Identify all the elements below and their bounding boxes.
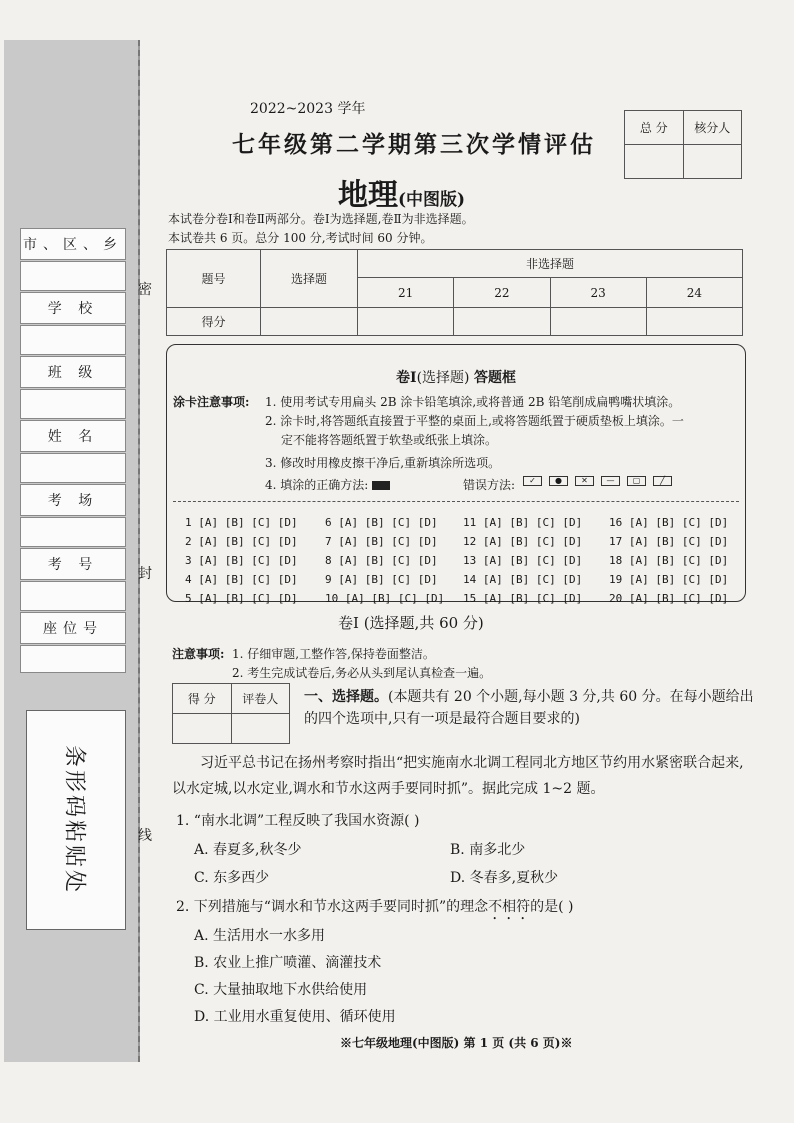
answer-row[interactable]: 15 [A] [B] [C] [D] bbox=[463, 592, 583, 605]
answer-row[interactable]: 7 [A] [B] [C] [D] bbox=[325, 535, 438, 548]
sidebar-blank-exam-room[interactable] bbox=[20, 517, 126, 547]
total-score-box bbox=[624, 110, 742, 179]
q2-option-c[interactable]: C. 大量抽取地下水供给使用 bbox=[194, 982, 368, 998]
question-1: 1. “南水北调”工程反映了我国水资源( ) bbox=[176, 813, 420, 829]
q2-option-b[interactable]: B. 农业上推广喷灌、滴灌技术 bbox=[194, 955, 382, 971]
answer-row[interactable]: 11 [A] [B] [C] [D] bbox=[463, 516, 583, 529]
q2-emphasis: 不相符 bbox=[488, 899, 531, 915]
sidebar-field-district[interactable]: 市、区、乡 bbox=[20, 228, 126, 260]
question-22-header: 22 bbox=[454, 278, 550, 308]
cross-icon: ✕ bbox=[575, 476, 594, 486]
correct-fill-icon bbox=[372, 481, 390, 490]
sidebar-blank-seat[interactable] bbox=[20, 645, 126, 673]
sidebar-field-seat[interactable]: 座位号 bbox=[20, 612, 126, 644]
grade-score-label: 得 分 bbox=[173, 684, 232, 714]
binding-dashed-line bbox=[138, 40, 140, 1062]
answer-box-title-part: 卷Ⅰ bbox=[396, 370, 417, 386]
answer-row[interactable]: 13 [A] [B] [C] [D] bbox=[463, 554, 583, 567]
reading-passage: 习近平总书记在扬州考察时指出“把实施南水北调工程同北方地区节约用水紧密联合起来,以水定城,以水定业,调水和节水这两手要同时抓”。据此完成 1~2 题。 bbox=[172, 755, 744, 797]
question-23-header: 23 bbox=[550, 278, 646, 308]
nonchoice-label: 非选择题 bbox=[358, 250, 743, 278]
answer-column-1[interactable] bbox=[185, 513, 298, 608]
exam-title: 七年级第二学期第三次学情评估 bbox=[232, 131, 596, 158]
score-choice-cell[interactable] bbox=[261, 308, 358, 336]
fill-note-1: 1. 使用考试专用扁头 2B 涂卡铅笔填涂,或将普通 2B 铅笔削成扁鸭嘴状填涂。 bbox=[265, 395, 681, 409]
grade-box bbox=[172, 683, 290, 744]
sidebar-field-exam-room[interactable]: 考 场 bbox=[20, 484, 126, 516]
fill-note-4 bbox=[265, 476, 390, 493]
question-24-header: 24 bbox=[646, 278, 742, 308]
intro-line-1: 本试卷分卷Ⅰ和卷Ⅱ两部分。卷Ⅰ为选择题,卷Ⅱ为非选择题。 bbox=[168, 212, 474, 226]
seal-mark-mi: 密 bbox=[138, 282, 152, 298]
answer-row[interactable]: 14 [A] [B] [C] [D] bbox=[463, 573, 583, 586]
section-1-title: 一、选择题。 bbox=[304, 689, 388, 705]
answer-box-title-suffix: 答题框 bbox=[473, 370, 516, 386]
attention-item-2: 2. 考生完成试卷后,务必从头到尾认真检查一遍。 bbox=[232, 666, 492, 680]
grade-score-cell[interactable] bbox=[173, 714, 232, 744]
sidebar-blank-class[interactable] bbox=[20, 389, 126, 419]
subject-title bbox=[338, 170, 465, 214]
q1-option-a[interactable]: A. 春夏多,秋冬少 bbox=[194, 842, 302, 858]
total-score-label: 总 分 bbox=[625, 111, 684, 145]
check-mark-icon: ✓ bbox=[523, 476, 542, 486]
sidebar-field-name[interactable]: 姓 名 bbox=[20, 420, 126, 452]
answer-box-divider bbox=[173, 501, 739, 502]
question-number-label: 题号 bbox=[167, 250, 261, 308]
answer-row[interactable]: 8 [A] [B] [C] [D] bbox=[325, 554, 438, 567]
subject-name: 地理 bbox=[338, 178, 398, 213]
checker-label: 核分人 bbox=[683, 111, 742, 145]
score-table bbox=[166, 249, 743, 336]
grade-marker-cell[interactable] bbox=[231, 714, 290, 744]
score-21-cell[interactable] bbox=[358, 308, 454, 336]
score-23-cell[interactable] bbox=[550, 308, 646, 336]
answer-row[interactable]: 17 [A] [B] [C] [D] bbox=[609, 535, 729, 548]
q1-option-d[interactable]: D. 冬春多,夏秋少 bbox=[450, 870, 559, 886]
question-2 bbox=[176, 896, 574, 923]
barcode-area bbox=[26, 710, 126, 930]
section-1-desc: (本题共有 20 个小题,每小题 3 分,共 60 分。在每小题给出的四个选项中,只有一项是最符合题目要求的) bbox=[304, 689, 754, 727]
choice-label: 选择题 bbox=[261, 250, 358, 308]
answer-row[interactable]: 12 [A] [B] [C] [D] bbox=[463, 535, 583, 548]
answer-row[interactable]: 6 [A] [B] [C] [D] bbox=[325, 516, 438, 529]
line-icon: — bbox=[601, 476, 620, 486]
q2-text-end: 的是( ) bbox=[530, 899, 574, 915]
fill-note-2b: 定不能将答题纸置于软垫或纸张上填涂。 bbox=[281, 433, 498, 447]
outline-icon: ▢ bbox=[627, 476, 646, 486]
q1-option-c[interactable]: C. 东多西少 bbox=[194, 870, 270, 886]
slash-icon: ╱ bbox=[653, 476, 672, 486]
fill-notes-label: 涂卡注意事项: bbox=[173, 395, 250, 409]
sidebar-field-class[interactable]: 班 级 bbox=[20, 356, 126, 388]
seal-mark-feng: 封 bbox=[138, 566, 152, 582]
answer-column-2[interactable] bbox=[325, 513, 444, 608]
wrong-method-icons bbox=[523, 476, 672, 486]
fill-note-2: 2. 涂卡时,将答题纸直接置于平整的桌面上,或将答题纸置于硬质垫板上填涂。一 bbox=[265, 414, 684, 428]
q2-option-d[interactable]: D. 工业用水重复使用、循环使用 bbox=[194, 1009, 396, 1025]
score-24-cell[interactable] bbox=[646, 308, 742, 336]
answer-row[interactable]: 9 [A] [B] [C] [D] bbox=[325, 573, 438, 586]
score-22-cell[interactable] bbox=[454, 308, 550, 336]
q2-option-a[interactable]: A. 生活用水一水多用 bbox=[194, 928, 326, 944]
wrong-method-label: 错误方法: bbox=[463, 478, 516, 492]
fill-note-3: 3. 修改时用橡皮擦干净后,重新填涂所选项。 bbox=[265, 456, 501, 470]
barcode-label: 条形码粘贴处 bbox=[61, 744, 87, 896]
answer-row[interactable]: 3 [A] [B] [C] [D] bbox=[185, 554, 298, 567]
score-row-label: 得分 bbox=[167, 308, 261, 336]
answer-card-box bbox=[166, 344, 746, 605]
answer-row[interactable]: 2 [A] [B] [C] [D] bbox=[185, 535, 298, 548]
sidebar-field-exam-number[interactable]: 考 号 bbox=[20, 548, 126, 580]
answer-row[interactable]: 10 [A] [B] [C] [D] bbox=[325, 592, 445, 605]
sidebar-field-school[interactable]: 学 校 bbox=[20, 292, 126, 324]
answer-row[interactable]: 4 [A] [B] [C] [D] bbox=[185, 573, 298, 586]
answer-box-title-type: (选择题) bbox=[416, 370, 470, 386]
attention-item-1: 1. 仔细审题,工整作答,保持卷面整洁。 bbox=[232, 647, 435, 661]
answer-row[interactable]: 5 [A] [B] [C] [D] bbox=[185, 592, 298, 605]
answer-row[interactable]: 18 [A] [B] [C] [D] bbox=[609, 554, 729, 567]
answer-column-3[interactable] bbox=[463, 513, 582, 608]
checker-cell[interactable] bbox=[683, 145, 742, 179]
answer-row[interactable]: 1 [A] [B] [C] [D] bbox=[185, 516, 298, 529]
sidebar-blank-exam-number[interactable] bbox=[20, 581, 126, 611]
sidebar-blank-name[interactable] bbox=[20, 453, 126, 483]
question-21-header: 21 bbox=[358, 278, 454, 308]
answer-row[interactable]: 19 [A] [B] [C] [D] bbox=[609, 573, 729, 586]
page-footer: ※七年级地理(中图版) 第 1 页 (共 6 页)※ bbox=[340, 1036, 573, 1050]
answer-row[interactable]: 16 [A] [B] [C] [D] bbox=[609, 516, 729, 529]
intro-line-2: 本试卷共 6 页。总分 100 分,考试时间 60 分钟。 bbox=[168, 231, 433, 245]
grade-marker-label: 评卷人 bbox=[231, 684, 290, 714]
answer-column-4[interactable] bbox=[609, 513, 728, 608]
q1-option-b[interactable]: B. 南多北少 bbox=[450, 842, 526, 858]
sidebar-blank-district[interactable] bbox=[20, 261, 126, 291]
school-year: 2022~2023 学年 bbox=[250, 101, 366, 117]
answer-box-title bbox=[167, 367, 745, 387]
q2-text-start: 2. 下列措施与“调水和节水这两手要同时抓”的理念 bbox=[176, 899, 489, 915]
attention-label: 注意事项: bbox=[172, 647, 225, 661]
dot-icon: ● bbox=[549, 476, 568, 486]
correct-method-label: 4. 填涂的正确方法: bbox=[265, 478, 369, 492]
part1-heading: 卷Ⅰ (选择题,共 60 分) bbox=[338, 614, 484, 632]
sidebar-blank-school[interactable] bbox=[20, 325, 126, 355]
total-score-cell[interactable] bbox=[625, 145, 684, 179]
answer-row[interactable]: 20 [A] [B] [C] [D] bbox=[609, 592, 729, 605]
subject-edition: (中图版) bbox=[398, 190, 466, 210]
section-1-intro bbox=[304, 686, 754, 730]
seal-mark-xian: 线 bbox=[138, 828, 152, 844]
